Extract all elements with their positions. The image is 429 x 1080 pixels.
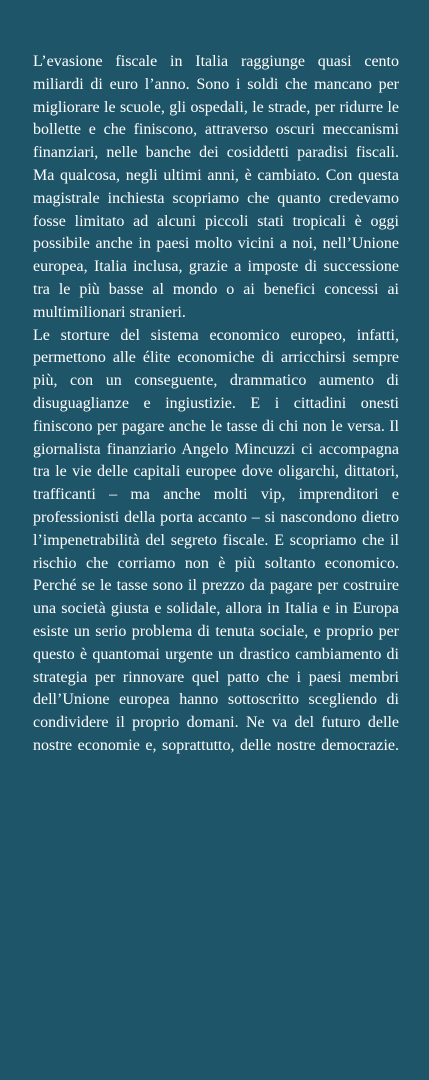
blurb-text (33, 51, 399, 758)
blurb-paragraph-2: Le storture del sistema economico europeo, infatti, permettono alle élite economiche di arricchirsi sempre più, con un conseguente, drammatico aumento di disuguaglianze e ingiustizie. E i cittadini onesti finiscono per pagare anche le tasse di chi non le versa. Il giornalista finanziario Angelo Mincuzzi ci accompagna tra le vie delle capitali europee dove oligarchi, dittatori, trafficanti – ma anche molti vip, imprenditori e professionisti della porta accanto – si nascondono dietro l’impenetrabilità del segreto fiscale. E scopriamo che il rischio che corriamo non è più soltanto economico. Perché se le tasse sono il prezzo da pagare per costruire una società giusta e solidale, allora in Italia e in Europa esiste un serio problema di tenuta sociale, e proprio per questo è quantomai urgente un drastico cambiamento di strategia per rinnovare quel patto che i paesi membri dell’Unione europea hanno sottoscritto scegliendo di condividere il proprio domani. Ne va del futuro delle nostre economie e, soprattutto, delle nostre democrazie. (33, 326, 399, 754)
blurb-paragraph-1: L’evasione fiscale in Italia raggiunge quasi cento miliardi di euro l’anno. Sono i soldi che mancano per migliorare le scuole, gli ospedali, le strade, per ridurre le bollette e che finiscono, attraverso oscuri meccanismi finanziari, nelle banche dei cosiddetti paradisi fiscali. Ma qualcosa, negli ultimi anni, è cambiato. Con questa magistrale inchiesta scopriamo che quanto credevamo fosse limitato ad alcuni piccoli stati tropicali è oggi possibile anche in paesi molto vicini a noi, nell’Unione europea, Italia inclusa, grazie a imposte di successione tra le più basse al mondo o ai benefici concessi ai multimilionari stranieri. (33, 53, 399, 321)
